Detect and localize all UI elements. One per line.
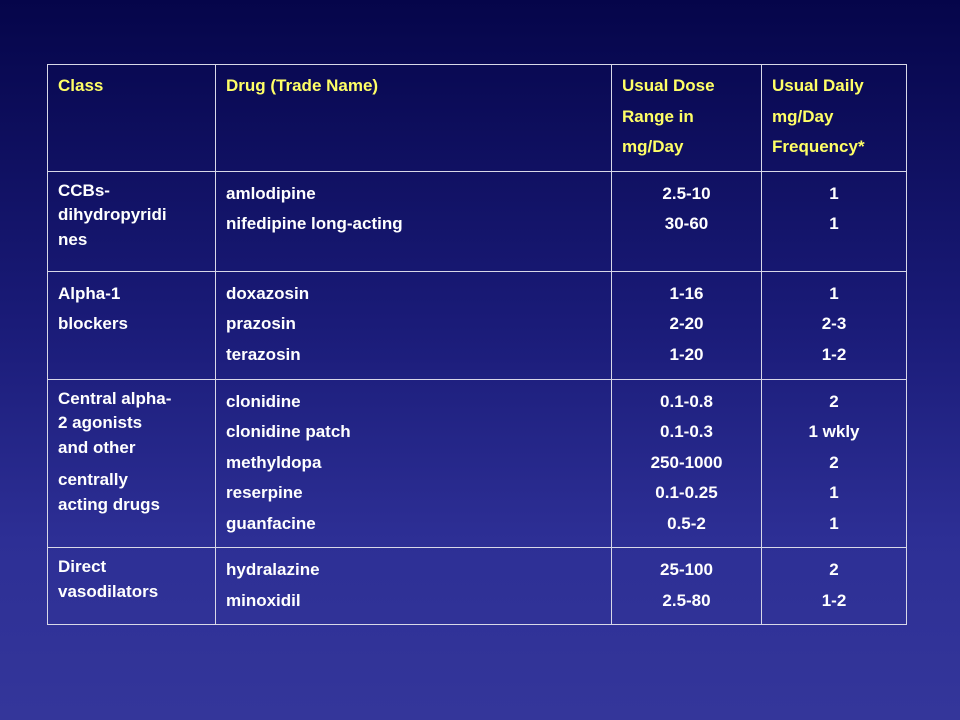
frequency-value: 1 [829, 214, 839, 233]
drug-name: doxazosin [226, 283, 310, 303]
drug-name: prazosin [226, 314, 296, 333]
drug-cell [216, 171, 612, 271]
frequency-cell [762, 271, 907, 379]
dose-value: 30-60 [664, 214, 709, 233]
dose-cell [612, 271, 762, 379]
class-line: Direct [58, 557, 107, 576]
class-line: CCBs- [58, 180, 110, 200]
header-drug [216, 65, 612, 172]
dose-value: 0.1-0.25 [655, 483, 718, 502]
class-line: blockers [58, 314, 128, 333]
drug-cell [216, 271, 612, 379]
drug-name: nifedipine long-acting [226, 214, 403, 233]
header-frequency-line: Usual Daily [772, 76, 864, 95]
table-row [48, 271, 907, 379]
frequency-value: 1 [829, 283, 839, 303]
drug-cell [216, 548, 612, 625]
drug-name: clonidine patch [226, 422, 351, 441]
frequency-cell [762, 171, 907, 271]
header-frequency-line: mg/Day [772, 106, 834, 126]
drug-name: minoxidil [226, 590, 301, 610]
class-line: vasodilators [58, 581, 159, 601]
drug-name: hydralazine [226, 560, 320, 579]
dose-value: 0.5-2 [667, 513, 706, 533]
header-frequency-line: Frequency* [772, 137, 865, 156]
class-line: acting drugs [58, 494, 161, 514]
header-dose-line: Usual Dose [622, 76, 715, 95]
dose-value: 2.5-10 [662, 183, 711, 203]
header-drug-line: Drug (Trade Name) [226, 76, 379, 95]
dose-cell [612, 379, 762, 548]
class-cell [48, 271, 216, 379]
header-frequency [762, 65, 907, 172]
frequency-cell [762, 548, 907, 625]
header-dose [612, 65, 762, 172]
class-cell [48, 548, 216, 625]
table-header-row [48, 65, 907, 172]
frequency-value: 1 [829, 483, 839, 502]
class-line: centrally [58, 470, 128, 489]
frequency-value: 1-2 [821, 344, 847, 364]
frequency-value: 1-2 [821, 590, 847, 610]
frequency-value: 2 [829, 560, 839, 579]
dose-value: 2-20 [669, 314, 704, 333]
drug-name: amlodipine [226, 183, 316, 203]
frequency-value: 1 [829, 513, 839, 533]
class-cell [48, 171, 216, 271]
table-row [48, 171, 907, 271]
header-class [48, 65, 216, 172]
dose-value: 0.1-0.3 [660, 422, 713, 441]
dose-cell [612, 171, 762, 271]
class-line: nes [58, 229, 88, 249]
antihypertensive-drug-table [47, 64, 907, 625]
drug-name: terazosin [226, 344, 301, 364]
class-line: dihydropyridi [58, 205, 167, 224]
dose-value: 2.5-80 [662, 590, 711, 610]
drug-name: methyldopa [226, 452, 322, 472]
frequency-value: 2 [829, 391, 839, 411]
class-line: 2 agonists [58, 413, 143, 432]
header-class-line: Class [58, 76, 104, 95]
dose-value: 1-16 [669, 283, 704, 303]
header-dose-line: Range in [622, 106, 694, 126]
class-cell [48, 379, 216, 548]
dose-cell [612, 548, 762, 625]
table-row [48, 548, 907, 625]
dose-value: 0.1-0.8 [660, 391, 713, 411]
drug-cell [216, 379, 612, 548]
drug-name: clonidine [226, 391, 301, 411]
frequency-value: 1 [829, 183, 839, 203]
header-dose-line: mg/Day [622, 137, 684, 156]
class-line: and other [58, 437, 136, 457]
class-line: Central alpha- [58, 388, 172, 408]
frequency-value: 2-3 [821, 314, 847, 333]
table-row [48, 379, 907, 548]
dose-value: 25-100 [660, 560, 713, 579]
dose-value: 1-20 [669, 344, 704, 364]
frequency-value: 2 [829, 452, 839, 472]
drug-name: guanfacine [226, 513, 316, 533]
drug-name: reserpine [226, 483, 303, 502]
frequency-cell [762, 379, 907, 548]
frequency-value: 1 wkly [808, 422, 860, 441]
dose-value: 250-1000 [650, 452, 723, 472]
class-line: Alpha-1 [58, 283, 121, 303]
